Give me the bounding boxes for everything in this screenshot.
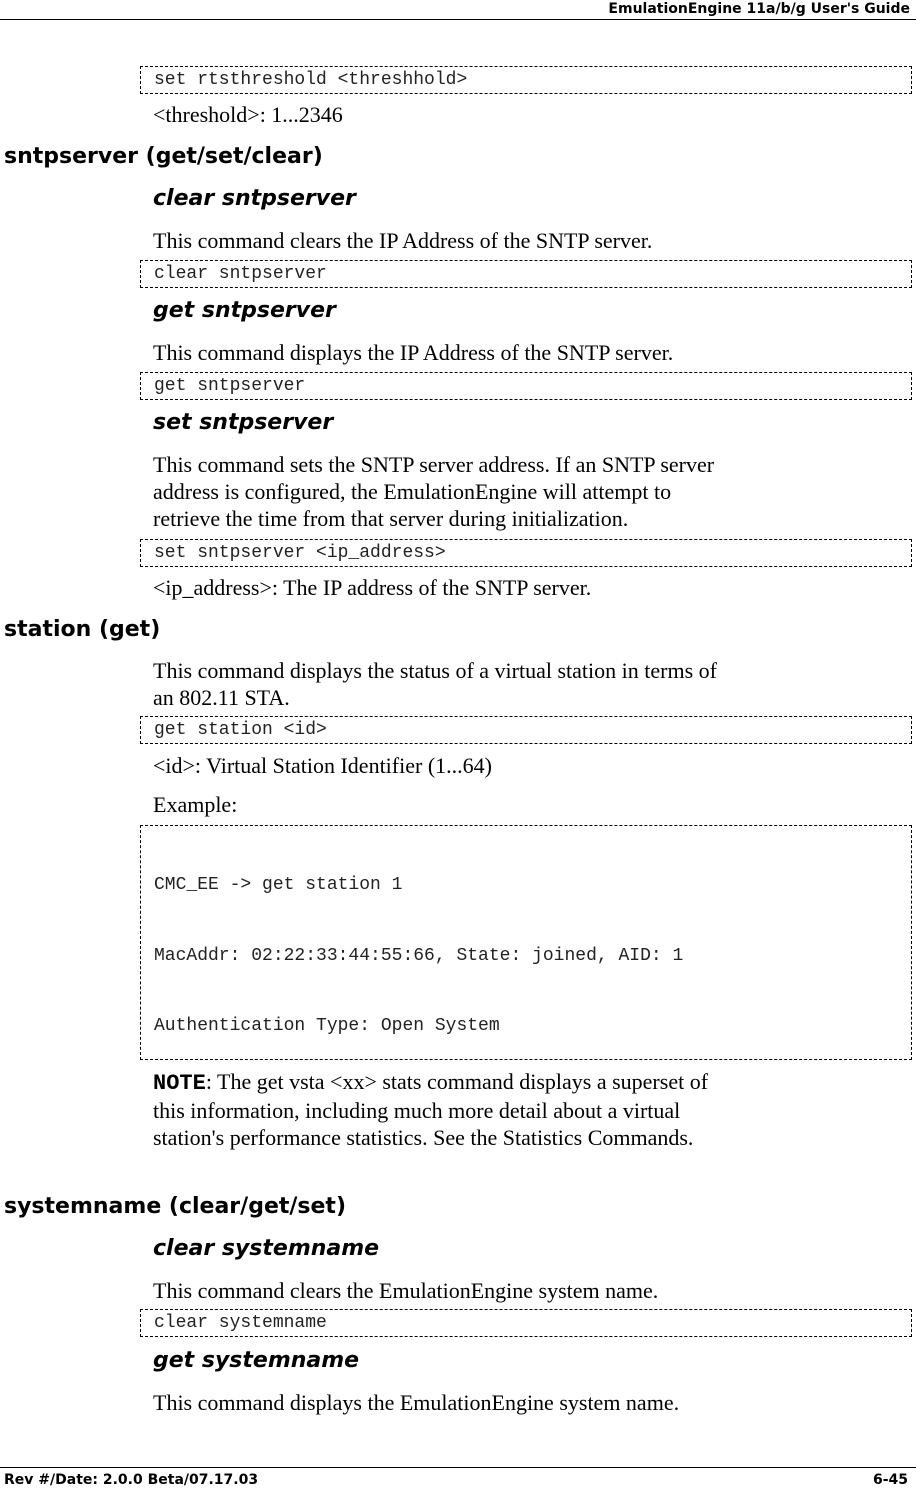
clear-systemname-code: clear systemname — [140, 1309, 912, 1337]
station-desc-line: an 802.11 STA. — [153, 685, 290, 710]
station-desc — [153, 657, 893, 711]
set-sntpserver-desc — [153, 451, 893, 532]
page-number: 6-45 — [872, 1472, 908, 1488]
note-line-1 — [153, 1068, 893, 1097]
rtsthreshold-code: set rtsthreshold <threshhold> — [140, 66, 912, 94]
page-footer — [0, 1467, 916, 1488]
example-label: Example: — [153, 792, 238, 817]
station-desc-line: This command displays the status of a virtual station in terms of — [153, 658, 717, 683]
get-sntpserver-code: get sntpserver — [140, 372, 912, 400]
station-note — [153, 1068, 893, 1151]
clear-systemname-title: clear systemname — [153, 1236, 380, 1261]
set-sntpserver-desc-line: retrieve the time from that server during initialization. — [153, 506, 629, 531]
footer-revision: Rev #/Date: 2.0.0 Beta/07.17.03 — [4, 1472, 259, 1488]
set-sntpserver-desc-line: This command sets the SNTP server address. If an SNTP server — [153, 452, 715, 477]
station-heading: station (get) — [4, 617, 161, 642]
example-line: CMC_EE -> get station 1 — [154, 875, 403, 895]
note-text: : The get vsta <xx> stats command displays a superset of — [205, 1069, 709, 1094]
clear-sntpserver-code: clear sntpserver — [140, 260, 912, 288]
sntpserver-heading: sntpserver (get/set/clear) — [4, 144, 323, 169]
note-label: NOTE — [153, 1071, 206, 1096]
clear-sntpserver-desc: This command clears the IP Address of the SNTP server. — [153, 228, 653, 253]
set-sntpserver-param: <ip_address>: The IP address of the SNTP server. — [153, 575, 592, 600]
note-line: this information, including much more detail about a virtual — [153, 1098, 681, 1123]
example-line: Authentication Type: Open System — [154, 1016, 500, 1036]
get-systemname-desc: This command displays the EmulationEngine system name. — [153, 1390, 680, 1415]
station-param: <id>: Virtual Station Identifier (1...64) — [153, 753, 492, 778]
systemname-heading: systemname (clear/get/set) — [4, 1194, 346, 1219]
example-line: MacAddr: 02:22:33:44:55:66, State: joined, AID: 1 — [154, 945, 684, 966]
set-sntpserver-code: set sntpserver <ip_address> — [140, 539, 912, 567]
station-example-output — [140, 825, 912, 1060]
get-station-code: get station <id> — [140, 716, 912, 744]
get-systemname-title: get systemname — [153, 1348, 360, 1373]
page-header: EmulationEngine 11a/b/g User's Guide — [0, 0, 916, 20]
clear-sntpserver-title: clear sntpserver — [153, 186, 356, 211]
note-line: station's performance statistics. See the Statistics Commands. — [153, 1125, 694, 1150]
clear-systemname-desc: This command clears the EmulationEngine system name. — [153, 1278, 659, 1303]
get-sntpserver-desc: This command displays the IP Address of the SNTP server. — [153, 340, 674, 365]
set-sntpserver-title: set sntpserver — [153, 410, 334, 435]
rtsthreshold-param: <threshold>: 1...2346 — [153, 102, 343, 127]
set-sntpserver-desc-line: address is configured, the EmulationEngine will attempt to — [153, 479, 672, 504]
get-sntpserver-title: get sntpserver — [153, 298, 336, 323]
